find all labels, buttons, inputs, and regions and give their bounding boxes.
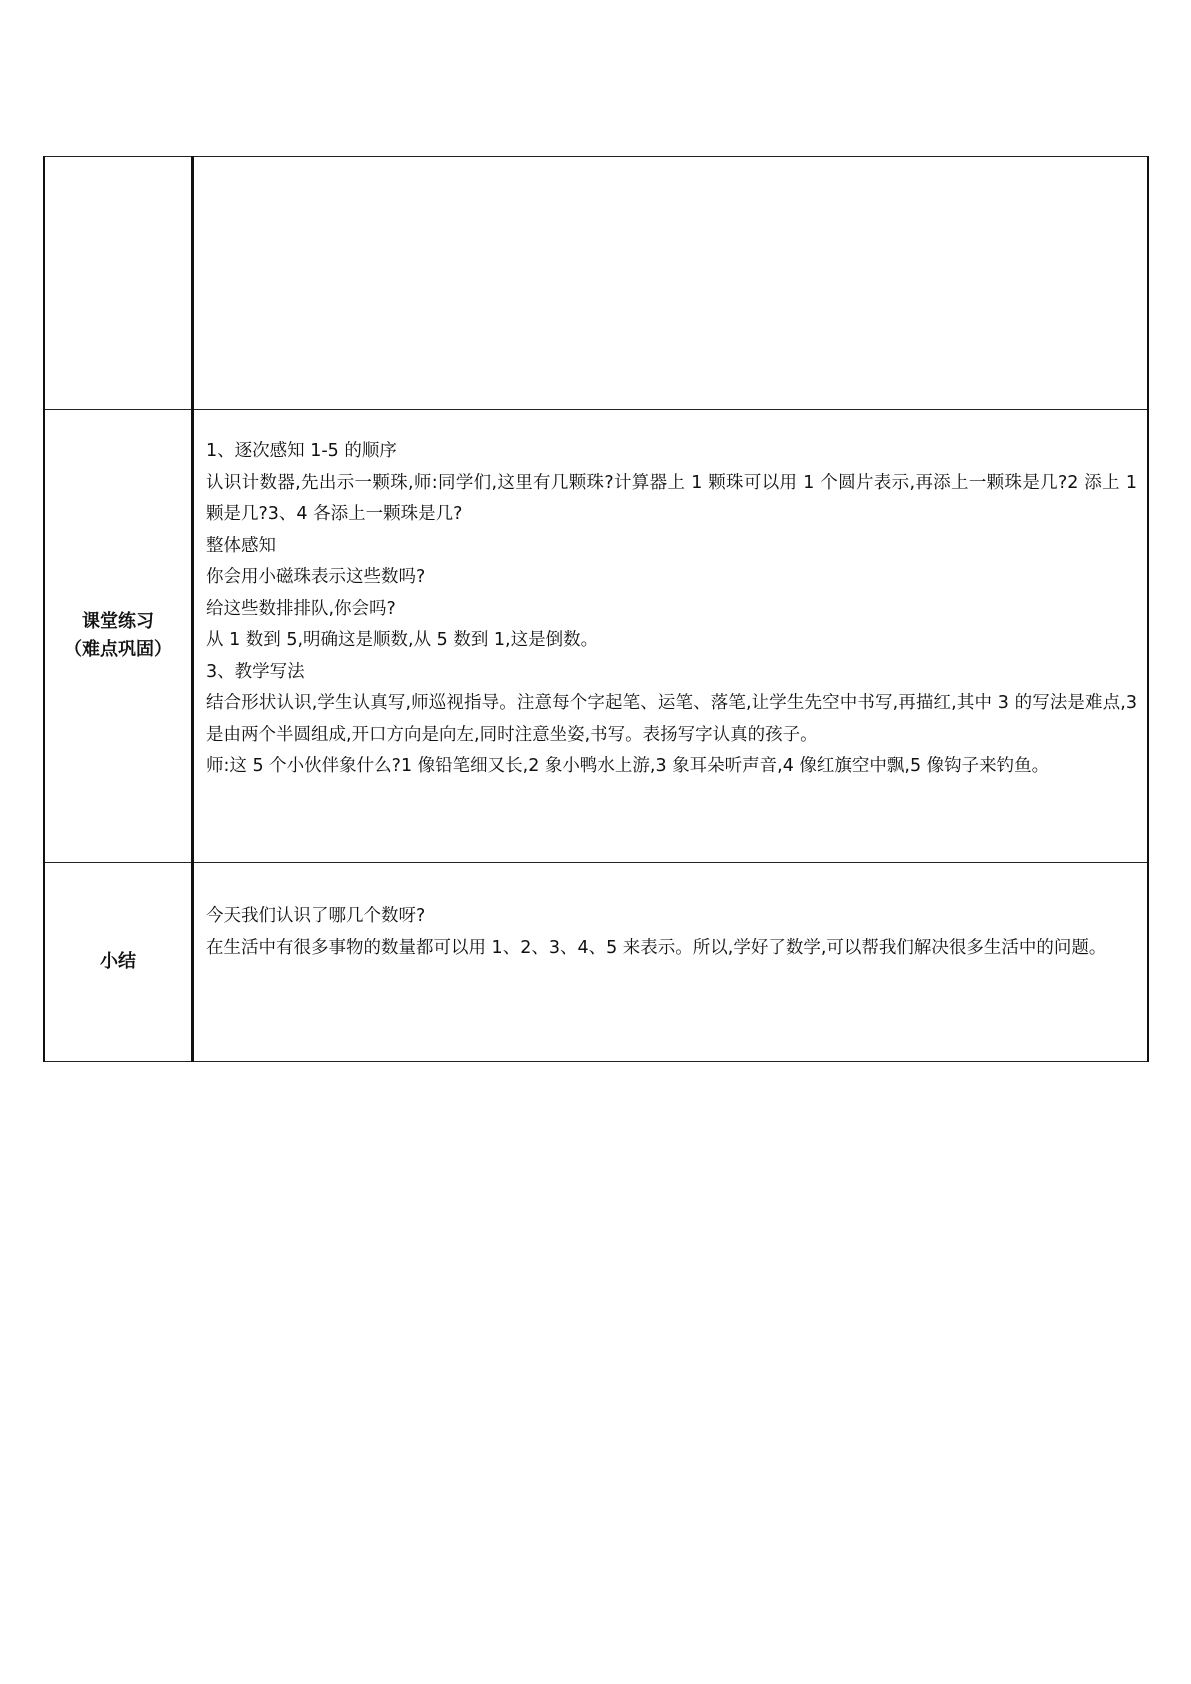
practice-paragraph-shapes: 师:这 5 个小伙伴象什么?1 像铅笔细又长,2 象小鸭水上游,3 象耳朵听声音,4 像红旗空中飘,5 像钩子来钓鱼。 [206, 756, 1050, 776]
practice-paragraph-counter: 认识计数器,先出示一颗珠,师:同学们,这里有几颗珠?计算器上 1 颗珠可以用 1 个圆片表示,再添上一颗珠是几?2 添上 1 颗是几?3、4 各添上一颗珠是几? [206, 472, 1137, 524]
table-row-blank [44, 157, 1148, 410]
row-label-practice [44, 410, 193, 863]
table-row-summary [44, 863, 1148, 1062]
row-content-cell [193, 157, 1149, 410]
practice-heading-overall: 整体感知 [206, 535, 276, 556]
summary-label: 小结 [100, 951, 136, 972]
row-label-summary [44, 863, 193, 1062]
practice-question-magnets: 你会用小磁珠表示这些数吗? [206, 567, 426, 587]
summary-content [193, 863, 1149, 1062]
practice-paragraph-writing: 结合形状认识,学生认真写,师巡视指导。注意每个字起笔、运笔、落笔,让学生先空中书写,再描红,其中 3 的写法是难点,3 是由两个半圆组成,开口方向是向左,同时注意坐姿,书写。表扬写字认真的孩子。 [206, 693, 1137, 745]
table-row-practice [44, 410, 1148, 863]
summary-question: 今天我们认识了哪几个数呀? [206, 906, 426, 926]
practice-heading-writing: 3、教学写法 [206, 661, 305, 682]
practice-label-subtitle: （难点巩固） [64, 639, 172, 660]
practice-heading-sequence: 1、逐次感知 1-5 的顺序 [206, 441, 397, 461]
practice-label-title: 课堂练习 [82, 611, 154, 632]
summary-paragraph: 在生活中有很多事物的数量都可以用 1、2、3、4、5 来表示。所以,学好了数学,可以帮我们解决很多生活中的问题。 [206, 937, 1107, 958]
row-label-cell [44, 157, 193, 410]
practice-question-order: 给这些数排排队,你会吗? [206, 598, 396, 619]
practice-paragraph-counting: 从 1 数到 5,明确这是顺数,从 5 数到 1,这是倒数。 [206, 630, 599, 650]
practice-content [193, 410, 1149, 863]
lesson-plan-table [43, 156, 1149, 1062]
